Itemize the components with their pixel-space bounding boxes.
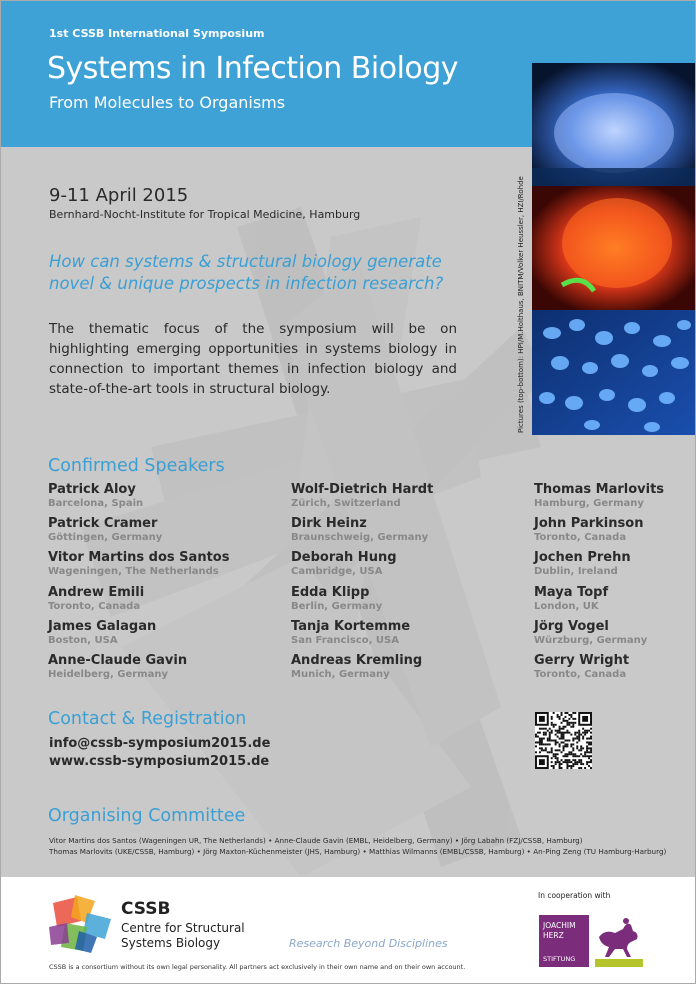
speaker-location: Berlin, Germany	[291, 600, 383, 612]
speaker-location: Braunschweig, Germany	[291, 532, 429, 544]
speaker-location: Würzburg, Germany	[534, 634, 648, 646]
speaker-location: Dublin, Ireland	[534, 566, 618, 578]
speaker-location: Zürich, Switzerland	[291, 498, 401, 509]
committee-heading: Organising Committee	[48, 806, 246, 826]
speaker-entry	[291, 482, 433, 509]
speaker-entry	[534, 482, 664, 509]
speaker-name: John Parkinson	[534, 516, 644, 532]
qr-code-icon[interactable]	[535, 712, 592, 769]
speaker-entry	[48, 619, 156, 646]
photo-credit	[517, 176, 529, 433]
partner-line-3: STIFTUNG	[543, 955, 576, 963]
event-venue: Bernhard-Nocht-Institute for Tropical Medicine, Hamburg	[49, 208, 361, 221]
speaker-name: Andrew Emili	[48, 584, 145, 600]
cooperation-label: In cooperation with	[538, 891, 611, 900]
speaker-location: Heidelberg, Germany	[48, 669, 168, 680]
speaker-name: Jörg Vogel	[534, 618, 609, 634]
speaker-entry	[48, 482, 143, 509]
speaker-location: Barcelona, Spain	[48, 498, 144, 509]
horse-rider-icon	[593, 915, 645, 967]
speaker-entry	[48, 550, 229, 577]
speaker-entry	[291, 550, 397, 577]
speaker-name: Maya Topf	[534, 584, 609, 600]
speaker-name: Patrick Cramer	[48, 516, 158, 532]
speaker-location: London, UK	[534, 600, 599, 612]
speaker-location: Hamburg, Germany	[534, 498, 644, 509]
focus-paragraph: The thematic focus of the symposium will be on highlighting emerging opportunities in systems biology in connection to important themes in infection biology and state-of-the-art tools in structural biology.	[49, 321, 457, 397]
cssb-logo-icon	[47, 893, 115, 955]
speaker-entry	[534, 550, 631, 577]
photo-credit-text: Pictures (top-bottom): HPI/M.Holthaus, BNITM/Volker Heussler, HZI/Rohde	[517, 176, 525, 433]
speaker-entry	[534, 516, 643, 543]
page-subtitle: From Molecules to Organisms	[49, 93, 286, 112]
speaker-name: Patrick Aloy	[48, 482, 136, 497]
contact-email[interactable]: info@cssb-symposium2015.de	[49, 736, 271, 751]
contact-heading: Contact & Registration	[48, 709, 247, 729]
speaker-name: Gerry Wright	[534, 653, 630, 668]
speaker-entry	[534, 619, 647, 646]
footer	[1, 877, 696, 984]
speaker-location: Toronto, Canada	[534, 532, 627, 544]
speaker-name: Vitor Martins dos Santos	[48, 550, 230, 566]
speaker-name: Tanja Kortemme	[291, 618, 411, 634]
speaker-location: Wageningen, The Netherlands	[48, 566, 219, 578]
speaker-location: Munich, Germany	[291, 669, 390, 680]
speaker-entry	[48, 653, 187, 680]
speaker-name: Anne-Claude Gavin	[48, 653, 188, 668]
speaker-entry	[48, 516, 162, 543]
speaker-location: Toronto, Canada	[534, 669, 627, 680]
speaker-name: James Galagan	[48, 618, 157, 634]
speaker-location: Boston, USA	[48, 634, 118, 646]
partner-logo	[539, 915, 589, 967]
speaker-location: Toronto, Canada	[48, 600, 141, 612]
speakers-heading: Confirmed Speakers	[48, 456, 225, 476]
logo-line-2: Systems Biology	[121, 936, 221, 950]
event-date: 9-11 April 2015	[49, 185, 189, 206]
logo-abbrev: CSSB	[121, 899, 171, 919]
speaker-entry	[534, 585, 608, 612]
partner-line-2: HERZ	[543, 931, 564, 940]
speaker-name: Wolf-Dietrich Hardt	[291, 482, 434, 497]
speaker-entry	[291, 516, 428, 543]
contact-website[interactable]: www.cssb-symposium2015.de	[49, 754, 270, 769]
speaker-name: Jochen Prehn	[534, 550, 631, 566]
logo-line-1: Centre for Structural	[121, 921, 245, 935]
speaker-location: Cambridge, USA	[291, 566, 383, 578]
disclaimer: CSSB is a consortium without its own legal personality. All partners act exclusively in their own name and on their own account.	[49, 963, 466, 971]
speaker-location: San Francisco, USA	[291, 634, 399, 646]
speaker-name: Andreas Kremling	[291, 653, 423, 668]
partner-line-1: JOACHIM	[543, 921, 576, 930]
symposium-eyebrow: 1st CSSB International Symposium	[49, 27, 265, 40]
page-title: Systems in Infection Biology	[47, 51, 459, 86]
speaker-name: Thomas Marlovits	[534, 482, 665, 497]
speaker-name: Deborah Hung	[291, 550, 397, 566]
speaker-location: Göttingen, Germany	[48, 532, 163, 544]
committee-line-1: Vitor Martins dos Santos (Wageningen UR, The Netherlands) • Anne-Claude Gavin (EMBL, Heidelberg, Germany) • Jörg Labahn (FZJ/CSSB, Hamburg)	[49, 836, 583, 845]
speaker-entry	[291, 619, 410, 646]
speaker-entry	[291, 653, 422, 680]
lead-question: How can systems & structural biology generate novel & unique prospects in infection research?	[49, 252, 444, 293]
speaker-name: Edda Klipp	[291, 584, 370, 600]
microscopy-photos	[532, 63, 696, 435]
speaker-entry	[291, 585, 382, 612]
speaker-entry	[534, 653, 629, 680]
speaker-entry	[48, 585, 144, 612]
speaker-name: Dirk Heinz	[291, 516, 367, 532]
committee-line-2: Thomas Marlovits (UKE/CSSB, Hamburg) • Jörg Maxton-Küchenmeister (JHS, Hamburg) • Matthias Wilmanns (EMBL/CSSB, Hamburg) • An-Ping Zeng (TU Hamburg-Harburg)	[49, 847, 667, 856]
tagline: Research Beyond Disciplines	[289, 937, 448, 950]
